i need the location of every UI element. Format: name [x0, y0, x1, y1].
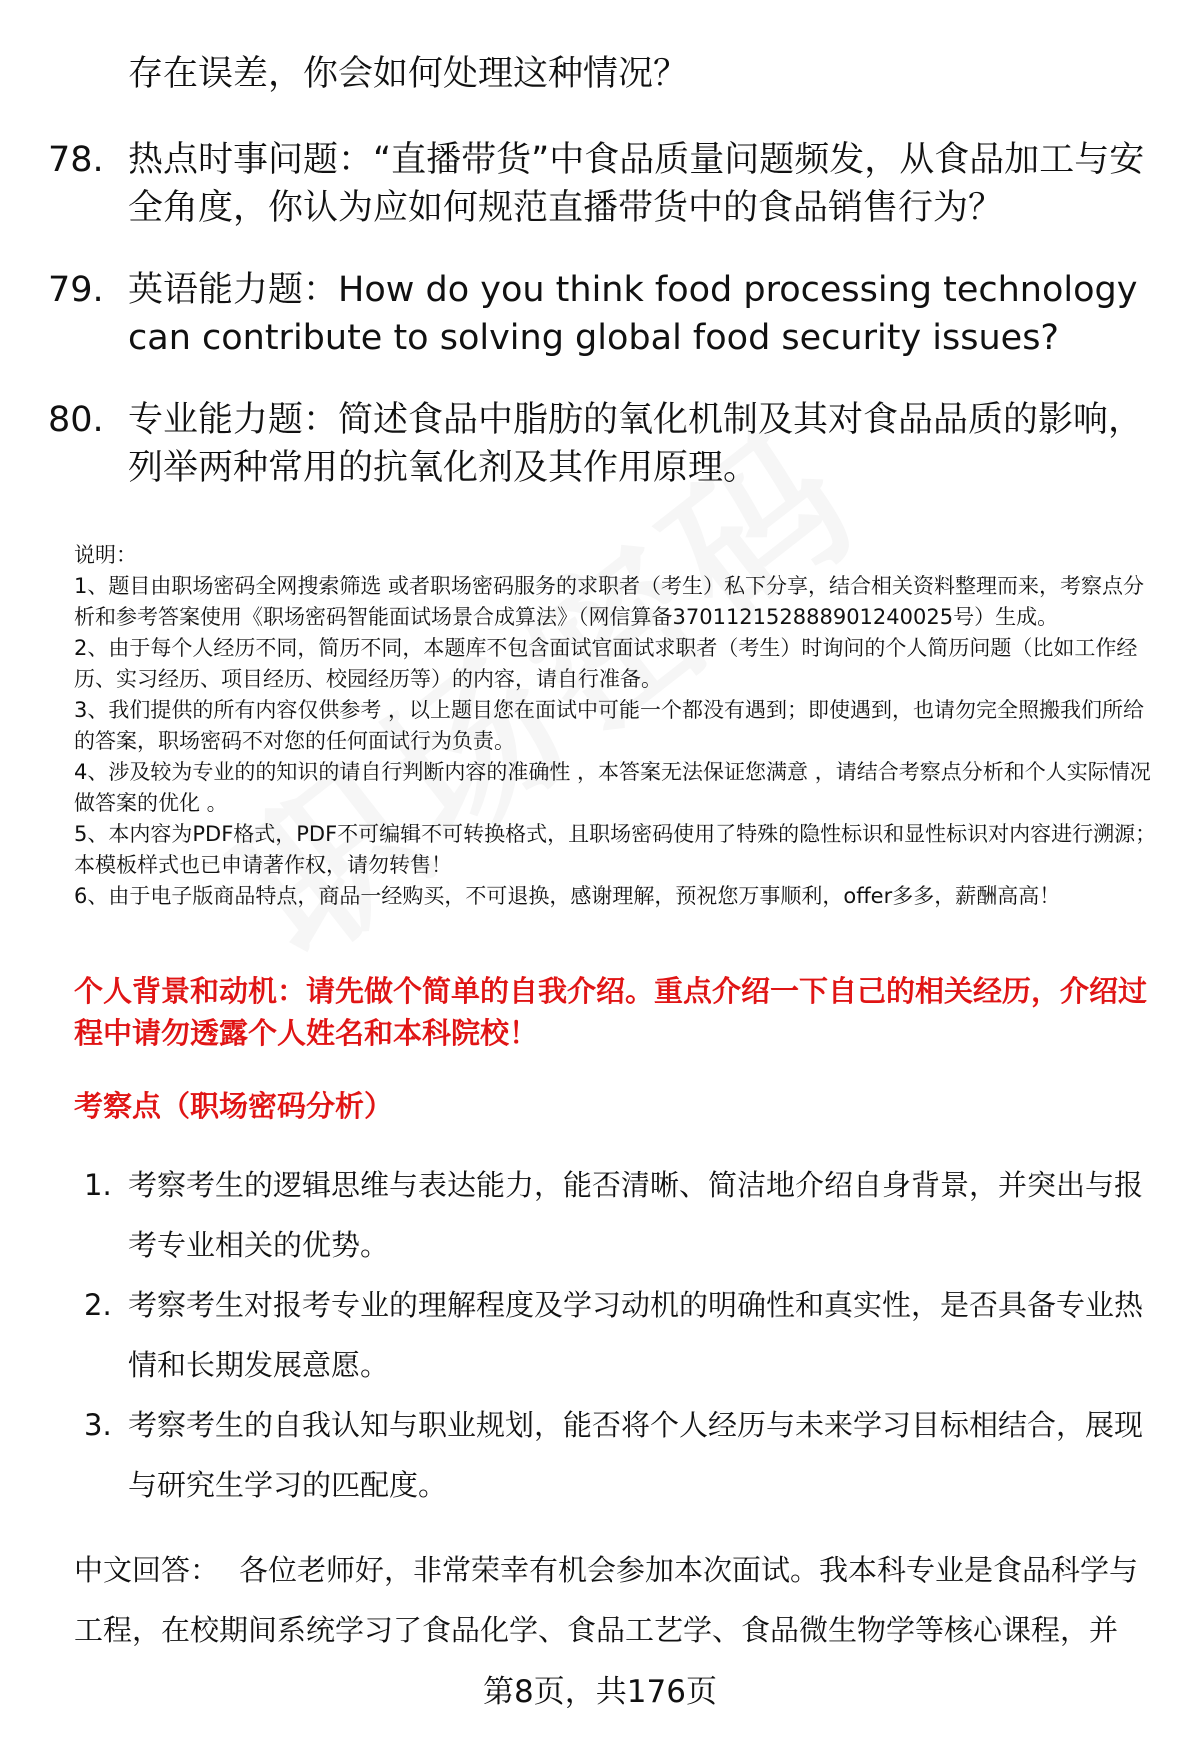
note-item: 1、题目由职场密码全网搜索筛选 或者职场密码服务的求职者（考生）私下分享，结合相关资料整理而来，考察点分析和参考答案使用《职场密码智能面试场景合成算法》（网信算备370112152888901240025号）生成。 [74, 574, 1145, 629]
point-number: 2. [84, 1288, 112, 1322]
question-continuation-text: 存在误差，你会如何处理这种情况？ [128, 54, 689, 94]
point-text: 考察考生对报考专业的理解程度及学习动机的明确性和真实性，是否具备专业热情和长期发展意愿。 [128, 1288, 1144, 1382]
question-text: 专业能力题：简述食品中脂肪的氧化机制及其对食品品质的影响，列举两种常用的抗氧化剂及其作用原理。 [128, 400, 1144, 488]
point-text: 考察考生的自我认知与职业规划，能否将个人经历与未来学习目标相结合，展现与研究生学习的匹配度。 [128, 1408, 1144, 1502]
point-number: 3. [84, 1408, 112, 1442]
note-item: 3、我们提供的所有内容仅供参考 ，以上题目您在面试中可能一个都没有遇到；即使遇到，也请勿完全照搬我们所给的答案，职场密码不对您的任何面试行为负责。 [74, 698, 1145, 753]
note-item: 6、由于电子版商品特点，商品一经购买，不可退换，感谢理解，预祝您万事顺利，offer多多，薪酬高高！ [74, 884, 1061, 908]
question-number: 78. [48, 140, 104, 180]
question-continuation [128, 50, 1158, 98]
note-item: 4、涉及较为专业的的知识的请自行判断内容的准确性 ，本答案无法保证您满意 ，请结合考察点分析和个人实际情况做答案的优化 。 [74, 760, 1151, 815]
background-question: 个人背景和动机：请先做个简单的自我介绍。重点介绍一下自己的相关经历，介绍过程中请勿透露个人姓名和本科院校！ [74, 974, 1148, 1050]
question-text: 热点时事问题：“直播带货”中食品质量问题频发，从食品加工与安全角度，你认为应如何规范直播带货中的食品销售行为？ [128, 140, 1145, 228]
question-list [48, 50, 1158, 526]
point-number: 1. [84, 1168, 112, 1202]
question-78 [48, 136, 1158, 232]
analysis-point [84, 1155, 1164, 1275]
question-80 [48, 396, 1158, 492]
answer-section [74, 1540, 1164, 1660]
analysis-point [84, 1395, 1164, 1515]
question-number: 79. [48, 270, 104, 310]
question-number: 80. [48, 400, 104, 440]
answer-label: 中文回答： [74, 1553, 220, 1587]
analysis-title: 考察点（职场密码分析） [74, 1089, 394, 1123]
point-text: 考察考生的逻辑思维与表达能力，能否清晰、简洁地介绍自身背景，并突出与报考专业相关的优势。 [128, 1168, 1144, 1262]
note-item: 5、本内容为PDF格式，PDF不可编辑不可转换格式，且职场密码使用了特殊的隐性标识和显性标识对内容进行溯源；本模板样式也已申请著作权，请勿转售！ [74, 822, 1157, 877]
note-item: 2、由于每个人经历不同，简历不同，本题库不包含面试官面试求职者（考生）时询问的个人简历问题（比如工作经历、实习经历、项目经历、校园经历等）的内容，请自行准备。 [74, 636, 1138, 691]
notes-heading: 说明： [74, 543, 137, 567]
answer-text: 各位老师好，非常荣幸有机会参加本次面试。我本科专业是食品科学与工程，在校期间系统学习了食品化学、食品工艺学、食品微生物学等核心课程，并 [74, 1553, 1139, 1647]
analysis-points [84, 1155, 1164, 1515]
analysis-point [84, 1275, 1164, 1395]
page-footer: 第8页，共176页 [483, 1674, 717, 1710]
question-79 [48, 266, 1158, 362]
question-text: 英语能力题：How do you think food processing technology can contribute to solving global food security issues? [128, 270, 1138, 358]
notes-section [74, 540, 1164, 912]
